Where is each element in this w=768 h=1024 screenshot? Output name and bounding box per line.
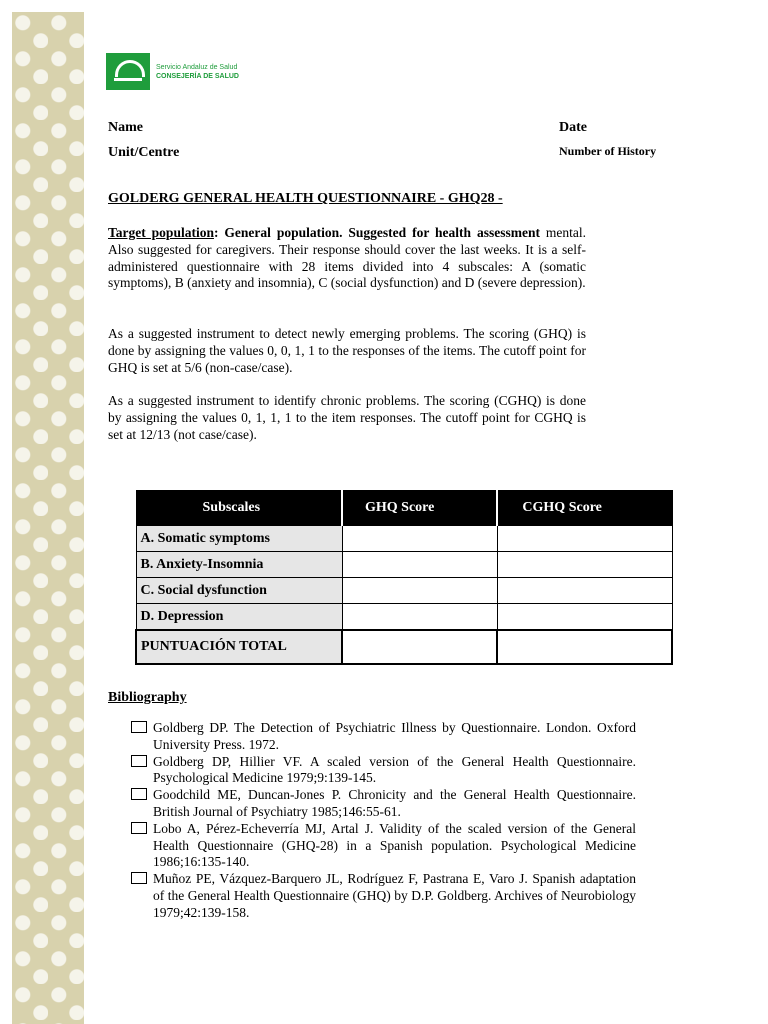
bibliography-list (131, 720, 636, 922)
logo-line-1: Servicio Andaluz de Salud (156, 63, 238, 71)
checkbox-bullet-icon (131, 721, 147, 733)
scores-table (135, 490, 673, 665)
cghq-total-cell[interactable] (497, 630, 672, 664)
cghq-score-cell[interactable] (497, 578, 672, 604)
list-item (131, 787, 636, 821)
history-label: Number of History (559, 144, 657, 158)
table-row (136, 526, 672, 552)
subscale-name: C. Social dysfunction (136, 578, 342, 604)
header-subscales: Subscales (136, 491, 342, 526)
name-label: Name (108, 120, 143, 135)
reference-text: Goodchild ME, Duncan-Jones P. Chronicity and the General Health Questionnaire. British Journal of Psychiatry 1985;146:55-61. (153, 787, 636, 819)
header-cghq-score: CGHQ Score (497, 491, 672, 526)
checkbox-bullet-icon (131, 788, 147, 800)
list-item (131, 720, 636, 754)
checkbox-bullet-icon (131, 872, 147, 884)
subscale-name: D. Depression (136, 604, 342, 631)
target-rest-text: mental. Also suggested for caregivers. Their response should cover the last weeks. It is a self-administered questionnaire with 28 items divided into 4 subscales: A (somatic symptoms), B (anxiety and insomnia), C (social dysfunction) and D (severe depression). (108, 225, 587, 291)
bibliography-title: Bibliography (108, 690, 187, 705)
subscale-name: B. Anxiety-Insomnia (136, 552, 342, 578)
header-ghq-score: GHQ Score (342, 491, 497, 526)
junta-logo-icon (106, 53, 150, 90)
ghq-score-cell[interactable] (342, 604, 497, 631)
cghq-score-cell[interactable] (497, 526, 672, 552)
subscale-name: A. Somatic symptoms (136, 526, 342, 552)
reference-text: Goldberg DP, Hillier VF. A scaled version of the General Health Questionnaire. Psychological Medicine 1979;9:139-145. (153, 753, 636, 786)
total-row (136, 630, 672, 664)
ghq-paragraph: As a suggested instrument to detect newly emerging problems. The scoring (GHQ) is done by assigning the values 0, 0, 1, 1 to the responses of the items. The cutoff point for GHQ is set at 5/6 (non-case/case). (108, 326, 586, 375)
list-item (131, 754, 636, 788)
cghq-score-cell[interactable] (497, 604, 672, 631)
page-title: GOLDERG GENERAL HEALTH QUESTIONNAIRE - GHQ28 - (108, 191, 503, 206)
target-label: Target population (108, 225, 214, 240)
list-item (131, 871, 636, 921)
list-item (131, 821, 636, 871)
logo-line-2: CONSEJERÍA DE SALUD (156, 72, 239, 80)
logo (106, 53, 239, 90)
decorative-side-strip (12, 12, 84, 1024)
cghq-paragraph: As a suggested instrument to identify chronic problems. The scoring (CGHQ) is done by assigning the values 0, 1, 1, 1 to the item responses. The cutoff point for CGHQ is set at 12/13 (not case/case). (108, 393, 586, 442)
table-row (136, 604, 672, 631)
checkbox-bullet-icon (131, 822, 147, 834)
checkbox-bullet-icon (131, 755, 147, 767)
target-bold-text: : General population. Suggested for health assessment (213, 225, 540, 240)
reference-text: Lobo A, Pérez-Echeverría MJ, Artal J. Validity of the scaled version of the General Health Questionnaire (GHQ-28) in a Spanish population. Psychological Medicine 1986;16:135-140. (153, 820, 636, 870)
cghq-score-cell[interactable] (497, 552, 672, 578)
ghq-score-cell[interactable] (342, 526, 497, 552)
table-row (136, 552, 672, 578)
target-paragraph (108, 225, 586, 292)
ghq-total-cell[interactable] (342, 630, 497, 664)
table-row (136, 578, 672, 604)
ghq-score-cell[interactable] (342, 578, 497, 604)
ghq-score-cell[interactable] (342, 552, 497, 578)
total-label: PUNTUACIÓN TOTAL (136, 630, 342, 664)
reference-text: Muñoz PE, Vázquez-Barquero JL, Rodríguez F, Pastrana E, Varo J. Spanish adaptation of the General Health Questionnaire (GHQ) by D.P. Goldberg. Archives of Neurobiology 1979;42:139-158. (153, 871, 636, 920)
unit-label: Unit/Centre (108, 145, 180, 160)
reference-text: Goldberg DP. The Detection of Psychiatric Illness by Questionnaire. London. Oxford University Press. 1972. (153, 720, 636, 752)
date-label: Date (559, 120, 587, 135)
